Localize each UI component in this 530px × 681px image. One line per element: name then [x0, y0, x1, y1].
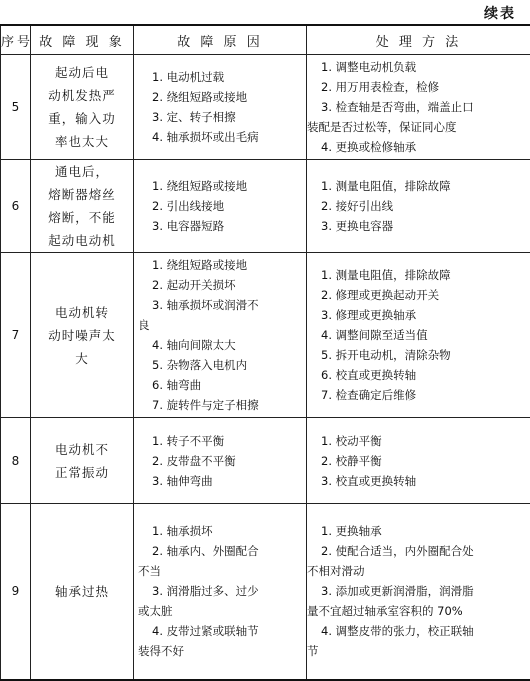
continued-label: 续表	[484, 3, 516, 23]
symptom-cell	[31, 504, 134, 680]
remedy-cell	[307, 504, 530, 680]
cause-item: 2. 起动开关损坏	[152, 275, 296, 295]
remedy-item: 5. 拆开电动机，清除杂物	[321, 345, 520, 365]
cause-item: 1. 转子不平衡	[152, 431, 296, 451]
table-row	[1, 418, 530, 504]
cause-item: 7. 旋转件与定子相擦	[152, 395, 296, 415]
cause-item: 1. 轴承损坏	[152, 521, 296, 541]
remedy-item: 1. 测量电阻值，排除故障	[321, 176, 520, 196]
cause-item: 2. 皮带盘不平衡	[152, 451, 296, 471]
remedy-item: 2. 接好引出线	[321, 196, 520, 216]
cause-item: 6. 轴弯曲	[152, 375, 296, 395]
header-row	[1, 25, 530, 55]
remedy-item: 3. 校直或更换转轴	[321, 471, 520, 491]
symptom-line: 动机发热严	[39, 84, 125, 107]
remedy-item: 7. 检查确定后维修	[321, 385, 520, 405]
cause-item: 装得不好	[152, 641, 296, 661]
cause-item: 不当	[152, 561, 296, 581]
cause-item: 3. 电容器短路	[152, 216, 296, 236]
row-number: 5	[1, 55, 31, 160]
remedy-item: 1. 调整电动机负载	[321, 57, 520, 77]
cause-item: 1. 绕组短路或接地	[152, 176, 296, 196]
remedy-cell	[307, 253, 530, 418]
symptom-line: 通电后，	[39, 160, 125, 183]
cause-item: 1. 电动机过载	[152, 67, 296, 87]
table-row	[1, 160, 530, 253]
cause-cell	[134, 418, 307, 504]
header-no: 序号	[1, 25, 31, 55]
remedy-item: 1. 更换轴承	[321, 521, 520, 541]
cause-item: 或太脏	[152, 601, 296, 621]
symptom-line: 熔断器熔丝	[39, 183, 125, 206]
cause-item: 2. 引出线接地	[152, 196, 296, 216]
remedy-item: 3. 更换电容器	[321, 216, 520, 236]
remedy-cell	[307, 160, 530, 253]
cause-item: 3. 轴伸弯曲	[152, 471, 296, 491]
symptom-cell	[31, 253, 134, 418]
row-number: 7	[1, 253, 31, 418]
row-number: 9	[1, 504, 31, 680]
remedy-item: 2. 校静平衡	[321, 451, 520, 471]
remedy-item: 1. 测量电阻值，排除故障	[321, 265, 520, 285]
symptom-line: 正常振动	[39, 461, 125, 484]
cause-cell	[134, 55, 307, 160]
symptom-line: 电动机不	[39, 438, 125, 461]
cause-item: 3. 润滑脂过多、过少	[152, 581, 296, 601]
cause-item: 3. 轴承损坏或润滑不	[152, 295, 296, 315]
symptom-line: 电动机转	[39, 301, 125, 324]
cause-item: 2. 轴承内、外圈配合	[152, 541, 296, 561]
row-number: 8	[1, 418, 31, 504]
cause-item: 4. 皮带过紧或联轴节	[152, 621, 296, 641]
remedy-item: 2. 修理或更换起动开关	[321, 285, 520, 305]
table-row	[1, 253, 530, 418]
symptom-line: 起动后电	[39, 61, 125, 84]
remedy-cell	[307, 55, 530, 160]
remedy-item: 4. 调整皮带的张力，校正联轴	[321, 621, 520, 641]
remedy-item: 2. 用万用表检查，检修	[321, 77, 520, 97]
symptom-cell	[31, 160, 134, 253]
symptom-cell	[31, 418, 134, 504]
remedy-item: 装配是否过松等，保证同心度	[321, 117, 520, 137]
remedy-item: 3. 检查轴是否弯曲，端盖止口	[321, 97, 520, 117]
cause-item: 良	[152, 315, 296, 335]
cause-item: 1. 绕组短路或接地	[152, 255, 296, 275]
table-row	[1, 55, 530, 160]
table-row	[1, 504, 530, 680]
remedy-item: 节	[321, 641, 520, 661]
cause-cell	[134, 504, 307, 680]
remedy-item: 不相对滑动	[321, 561, 520, 581]
cause-item: 2. 绕组短路或接地	[152, 87, 296, 107]
symptom-line: 动时噪声太	[39, 324, 125, 347]
symptom-line: 轴承过热	[39, 580, 125, 603]
remedy-item: 2. 使配合适当，内外圈配合处	[321, 541, 520, 561]
remedy-item: 3. 添加或更新润滑脂，润滑脂	[321, 581, 520, 601]
symptom-cell	[31, 55, 134, 160]
remedy-cell	[307, 418, 530, 504]
remedy-item: 量不宜超过轴承室容积的 70%	[321, 601, 520, 621]
symptom-line: 率也太大	[39, 130, 125, 153]
row-number: 6	[1, 160, 31, 253]
remedy-item: 3. 修理或更换轴承	[321, 305, 520, 325]
header-symptom: 故 障 现 象	[31, 25, 134, 55]
remedy-item: 4. 调整间隙至适当值	[321, 325, 520, 345]
cause-item: 3. 定、转子相擦	[152, 107, 296, 127]
cause-item: 4. 轴向间隙太大	[152, 335, 296, 355]
cause-item: 4. 轴承损坏或出毛病	[152, 127, 296, 147]
remedy-item: 1. 校动平衡	[321, 431, 520, 451]
symptom-line: 重，输入功	[39, 107, 125, 130]
header-remedy: 处 理 方 法	[307, 25, 530, 55]
symptom-line: 起动电动机	[39, 229, 125, 252]
cause-item: 5. 杂物落入电机内	[152, 355, 296, 375]
fault-table	[0, 24, 530, 681]
table-body	[1, 55, 530, 680]
remedy-item: 4. 更换或检修轴承	[321, 137, 520, 157]
symptom-line: 大	[39, 347, 125, 370]
cause-cell	[134, 253, 307, 418]
remedy-item: 6. 校直或更换转轴	[321, 365, 520, 385]
header-cause: 故 障 原 因	[134, 25, 307, 55]
symptom-line: 熔断，不能	[39, 206, 125, 229]
cause-cell	[134, 160, 307, 253]
